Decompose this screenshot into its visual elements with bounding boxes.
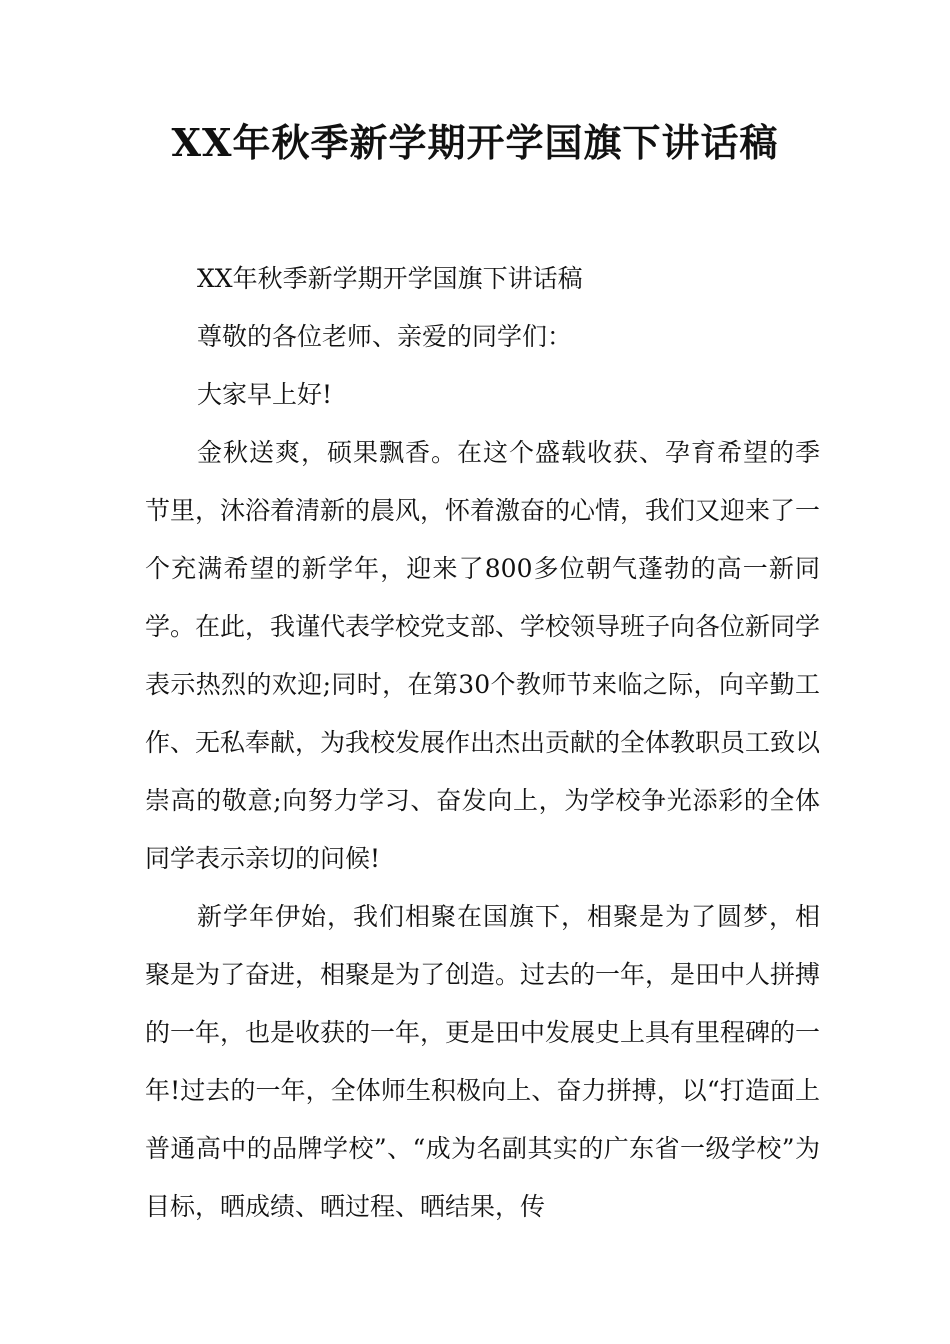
paragraph-welcome: 金秋送爽，硕果飘香。在这个盛载收获、孕育希望的季节里，沐浴着清新的晨风，怀着激奋的心情，我们又迎来了一个充满希望的新学年，迎来了800多位朝气蓬勃的高一新同学。在此，我谨代表学校党支部、学校领导班子向各位新同学表示热烈的欢迎;同时，在第30个教师节来临之际，向辛勤工作、无私奉献，为我校发展作出杰出贡献的全体教职员工致以崇高的敬意;向努力学习、奋发向上，为学校争光添彩的全体同学表示亲切的问候! bbox=[145, 438, 821, 873]
paragraph-new-year: 新学年伊始，我们相聚在国旗下，相聚是为了圆梦，相聚是为了奋进，相聚是为了创造。过去的一年，是田中人拼搏的一年，也是收获的一年，更是田中发展史上具有里程碑的一年!过去的一年，全体师生积极向上、奋力拼搏，以“打造面上普通高中的品牌学校”、“成为名副其实的广东省一级学校”为目标，晒成绩、晒过程、晒结果，传 bbox=[145, 902, 821, 1221]
paragraph-greeting: 大家早上好! bbox=[197, 380, 333, 409]
paragraph-salutation: 尊敬的各位老师、亲爱的同学们： bbox=[197, 322, 573, 351]
paragraph-heading: XX年秋季新学期开学国旗下讲话稿 bbox=[197, 264, 583, 293]
document-title: XX年秋季新学期开学国旗下讲话稿 bbox=[171, 120, 779, 165]
document-body bbox=[145, 250, 820, 1236]
